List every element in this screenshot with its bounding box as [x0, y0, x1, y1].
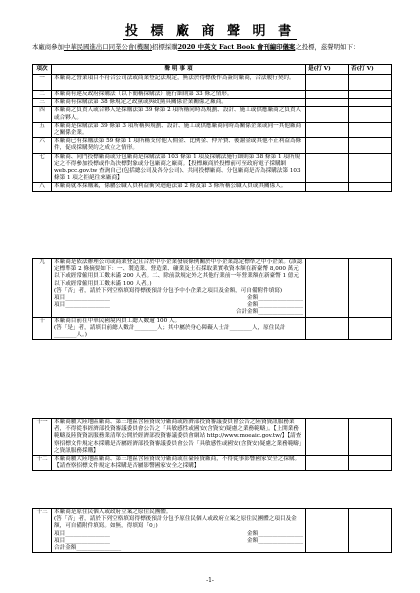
no-checkbox[interactable] [349, 91, 392, 99]
table-row: 五 本廠商是採購法第 39 條第 3 項所稱與規劃、設計、施工或供應廠商同時為關係企業或同一其他廠商之關係企業。 [33, 122, 392, 137]
yes-checkbox[interactable] [306, 419, 349, 456]
item-field[interactable]: 項目________________ [54, 530, 110, 537]
table-row: 三 本廠商有採購法第 38 條規定之政黨或與政黨具關係企業關係之廠商。 [33, 99, 392, 107]
row-text: 本廠商目前在中華民國境內員工總人數逾 100 人。 [54, 317, 181, 324]
yes-checkbox[interactable] [306, 75, 349, 91]
header-yes: 是(打 V) [306, 65, 349, 75]
amount-field[interactable]: 金額________________ [247, 295, 303, 302]
table-row: 十 本廠商目前在中華民國境內員工總人數逾 100 人。 (答「是」者，請填目前總人數計________人；其中屬於身心障礙人士計________人，原住民計________人。) [33, 317, 392, 340]
table-row: 十二 本廠商屬大陸地區廠商、第三地區含陸資成分廠商或在臺陸資廠商，不得從事影響國家安全之採購。【請查察招標文件規定本採購是否屬影響國家安全之採購】 [33, 456, 392, 471]
table-row: 十三 本廠商是原住民個人或政府立案之原住民團體。 (答「否」者，請於下列空格填寫得標後預計分包予原住民個人或政府立案之原住民團體之項目及金額，可自備附件填寫。如無，得填寫「0」) 項目________________ 金額________________ 項目________________ 金額________________ 合計金額________________ [33, 509, 392, 553]
row-text: 本廠商是原住民個人或政府立案之原住民團體。 [54, 509, 172, 515]
no-checkbox[interactable] [349, 317, 392, 340]
row-note: (答「否」者，請於下列空格填寫得標後預計分包予中小企業之項目及金額，可自備附件填寫) [54, 287, 283, 294]
header-item: 項次 [33, 65, 52, 75]
yes-checkbox[interactable] [306, 317, 349, 340]
no-checkbox[interactable] [349, 419, 392, 456]
yes-checkbox[interactable] [306, 107, 349, 122]
table-row: 九 本廠商是依法辦理公司或商業登記且合於中小企業發展條例關於中小企業認定標準之中小企業。(該認定標準第 2 條摘要如下：一、製造業、營造業、礦業及土石採取業實收資本額在新臺幣 8,000 萬元以下或經常僱用員工數未滿 200 人者。二、除前款規定外之其他行業前一年營業額在新臺幣 1 億元以下或經常僱用員工數未滿 100 人者。) (答「否」者，請於下列空格填寫得標後預計分包予中小企業之項目及金額，可自備附件填寫) 項目________________ 金額________________ 項目________________ 金額________________ 合計金額________________ [33, 259, 392, 318]
table-row: 七 本廠商、同門投標廠商或分包廠商是採購法第 103 條第 1 項及採購法施行細則第 38 條第 1 項所規定之不得參加投標或作為決標對象或分包廠商之廠商。【投標廠商於投標前可至政府電子採購網 web.pcc.gov.tw 查詢自己(包括總公司及各分公司)、共同投標廠商、分包廠商是否為採購法第 103 條第 1 項之拒絕往來廠商】 [33, 153, 392, 183]
no-checkbox[interactable] [349, 183, 392, 191]
declaration-table [32, 64, 392, 192]
total-field[interactable]: 合計金額________________ [235, 309, 303, 316]
header-no: 否(打 V) [349, 65, 392, 75]
amount-field[interactable]: 金額________________ [247, 537, 303, 544]
no-checkbox[interactable] [349, 153, 392, 183]
no-checkbox[interactable] [349, 456, 392, 471]
item-field[interactable]: 項目________________ [54, 295, 110, 302]
yes-checkbox[interactable] [306, 509, 349, 553]
no-checkbox[interactable] [349, 99, 392, 107]
table-row: 一 本廠商之營業項目不符合公司法或商業登記法規定，無法於得標後作為簽約廠商，合法履行契約。 [33, 75, 392, 91]
agency-name: 中華民國進出口同業公會(機關) [63, 43, 153, 51]
table-row: 二 本廠商有違反政府採購法（以下簡稱採購法）施行細則第 33 條之情形。 [33, 91, 392, 99]
indigenous-table [32, 508, 392, 553]
yes-checkbox[interactable] [306, 122, 349, 137]
page-title: 投 標 廠 商 聲 明 書 [124, 24, 296, 39]
table-row: 四 本廠商之負責人或合夥人是採購法第 39 條第 2 項所稱同時為規劃、設計、施工或供應廠商之負責人或合夥人。 [33, 107, 392, 122]
item-field[interactable]: 項目________________ [54, 537, 110, 544]
total-field[interactable]: 合計金額________________ [54, 545, 122, 552]
intro-paragraph: 本廠商參加中華民國進出口同業公會(機關)招標採購2020 中英文 Fact Book 會刊編印儀案之投標，茲聲明如下： [32, 43, 360, 51]
project-name: 2020 中英文 Fact Book 會刊編印儀案 [177, 43, 296, 51]
header-content: 聲 明 事 項 [52, 65, 306, 75]
amount-field[interactable]: 金額________________ [247, 530, 303, 537]
no-checkbox[interactable] [349, 122, 392, 137]
sme-table [32, 258, 392, 340]
no-checkbox[interactable] [349, 107, 392, 122]
yes-checkbox[interactable] [306, 153, 349, 183]
table-row: 十一 本廠商屬大陸地區廠商、第三地區含陸資成分廠商或經濟部投資審議委員會公告之陸資資訊服務業者，不得從事經濟部投資審議委員會公告之「具敏感性或國安(含資安)疑慮之業務範疇」。【上開業務範疇及陸資資訊服務業清單公開於經濟部投資審議委員會網站 http://www.moeaic.gov.tw/】【請查察招標文件規定本採購是否屬經濟部投資審議委員會公告「具敏感性或國安(含資安)疑慮之業務範疇」之資訊服務採購】 [33, 419, 392, 456]
row-note: (答「是」者，請填目前總人數計________人；其中屬於身心障礙人士計________人，原住民計________人。) [54, 324, 286, 339]
page-number: -1- [206, 577, 214, 584]
yes-checkbox[interactable] [306, 183, 349, 191]
row-note: (答「否」者，請於下列空格填寫得標後預計分包予原住民個人或政府立案之原住民團體之項目及金額，可自備附件填寫。如無，得填寫「0」) [54, 516, 297, 530]
table-row: 八 本廠商就本採購案，係屬公職人員利益衝突迴避法第 2 條及第 3 條所稱公職人員或其關係人。 [33, 183, 392, 191]
amount-field[interactable]: 金額________________ [247, 302, 303, 309]
no-checkbox[interactable] [349, 138, 392, 153]
mainland-table [32, 418, 392, 471]
yes-checkbox[interactable] [306, 456, 349, 471]
no-checkbox[interactable] [349, 75, 392, 91]
yes-checkbox[interactable] [306, 259, 349, 318]
table-row: 六 本廠商已有採購法第 59 條第 1 項所稱支付他人佣金、比例金、仲介費、後謝金或其他不正利益為條件，促成採購契約之成立之情形。 [33, 138, 392, 153]
yes-checkbox[interactable] [306, 99, 349, 107]
no-checkbox[interactable] [349, 259, 392, 318]
no-checkbox[interactable] [349, 509, 392, 553]
item-field[interactable]: 項目________________ [54, 302, 110, 309]
yes-checkbox[interactable] [306, 91, 349, 99]
yes-checkbox[interactable] [306, 138, 349, 153]
row-text: 本廠商是依法辦理公司或商業登記且合於中小企業發展條例關於中小企業認定標準之中小企業。(該認定標準第 2 條摘要如下：一、製造業、營造業、礦業及土石採取業實收資本額在新臺幣 8,000 萬元以下或經常僱用員工數未滿 200 人者。二、除前款規定外之其他行業前一年營業額在新臺幣 1 億元以下或經常僱用員工數未滿 100 人者。) [54, 259, 303, 287]
